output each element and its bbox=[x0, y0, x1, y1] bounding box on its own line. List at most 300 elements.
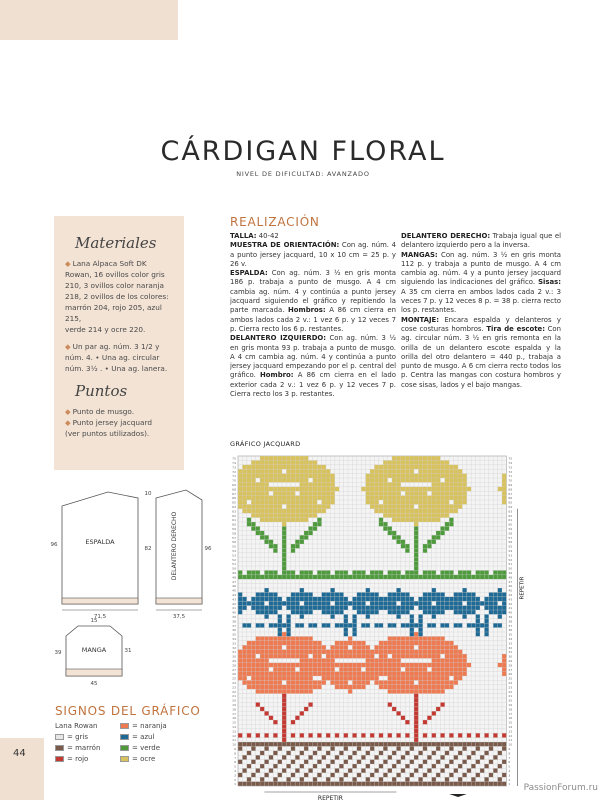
chart-cell bbox=[396, 469, 400, 473]
chart-cell bbox=[401, 456, 405, 460]
chart-cell bbox=[256, 482, 260, 486]
chart-cell bbox=[396, 676, 400, 680]
chart-cell bbox=[326, 487, 330, 491]
chart-cell bbox=[392, 650, 396, 654]
chart-cell bbox=[370, 663, 374, 667]
chart-cell bbox=[440, 680, 444, 684]
chart-cell bbox=[462, 588, 466, 592]
row-number-right: 40 bbox=[508, 610, 513, 615]
chart-cell bbox=[401, 672, 405, 676]
chart-cell bbox=[432, 513, 436, 517]
chart-cell bbox=[388, 526, 392, 530]
chart-cell bbox=[322, 768, 326, 772]
chart-cell bbox=[238, 658, 242, 662]
chart-cell bbox=[326, 672, 330, 676]
chart-cell bbox=[383, 575, 387, 579]
chart-cell bbox=[300, 460, 304, 464]
chart-cell bbox=[418, 614, 422, 618]
chart-cell bbox=[339, 667, 343, 671]
chart-cell bbox=[379, 504, 383, 508]
chart-cell bbox=[414, 698, 418, 702]
chart-cell bbox=[388, 650, 392, 654]
chart-cell bbox=[423, 773, 427, 777]
row-number-left: 25 bbox=[232, 676, 236, 681]
chart-cell bbox=[401, 742, 405, 746]
chart-cell bbox=[414, 641, 418, 645]
chart-cell bbox=[300, 482, 304, 486]
chart-cell bbox=[260, 636, 264, 640]
chart-cell bbox=[405, 676, 409, 680]
chart-cell bbox=[414, 663, 418, 667]
chart-cell bbox=[418, 636, 422, 640]
chart-cell bbox=[489, 575, 493, 579]
chart-cell bbox=[330, 482, 334, 486]
row-number-right: 28 bbox=[508, 663, 513, 668]
chart-cell bbox=[462, 606, 466, 610]
chart-cell bbox=[458, 491, 462, 495]
chart-cell bbox=[326, 478, 330, 482]
chart-cell bbox=[247, 474, 251, 478]
chart-cell bbox=[427, 456, 431, 460]
chart-cell bbox=[405, 548, 409, 552]
chart-cell bbox=[256, 742, 260, 746]
chart-cell bbox=[326, 733, 330, 737]
legend-item-verde: = verde bbox=[120, 744, 160, 752]
chart-cell bbox=[330, 496, 334, 500]
chart-cell bbox=[300, 689, 304, 693]
chart-cell bbox=[344, 623, 348, 627]
chart-cell bbox=[427, 755, 431, 759]
chart-cell bbox=[480, 575, 484, 579]
chart-cell bbox=[286, 487, 290, 491]
instr-espalda: ESPALDA: Con ag. núm. 3 ½ en gris monta 186 p. trabaja a punto de musgo. A 4 cm cambia ag. núm. 4 y continúa a punto jersey jacquard siguiendo el gráfico y repitiendo la parte marcada. Hombros: A 86 cm cierra en ambos lados cada 2 v.: 1 vez 6 p. y 12 veces 7 p. Cierra recto los 6 p. restantes. bbox=[230, 269, 396, 333]
chart-cell bbox=[418, 751, 422, 755]
chart-cell bbox=[273, 641, 277, 645]
chart-cell bbox=[379, 491, 383, 495]
chart-cell bbox=[300, 478, 304, 482]
chart-cell bbox=[392, 672, 396, 676]
chart-cell bbox=[454, 482, 458, 486]
chart-cell bbox=[251, 685, 255, 689]
chart-cell bbox=[388, 680, 392, 684]
chart-cell bbox=[418, 645, 422, 649]
chart-cell bbox=[366, 667, 370, 671]
row-number-right: 19 bbox=[508, 703, 513, 707]
chart-cell bbox=[313, 465, 317, 469]
chart-cell bbox=[440, 685, 444, 689]
chart-cell bbox=[392, 469, 396, 473]
chart-cell bbox=[273, 654, 277, 658]
chart-cell bbox=[357, 606, 361, 610]
jacquard-chart-svg bbox=[230, 452, 570, 800]
chart-cell bbox=[454, 496, 458, 500]
chart-cell bbox=[414, 535, 418, 539]
chart-cell bbox=[410, 623, 414, 627]
chart-cell bbox=[282, 456, 286, 460]
swatch-ocre bbox=[120, 756, 129, 762]
chart-cell bbox=[418, 504, 422, 508]
materials-box bbox=[54, 216, 184, 470]
chart-cell bbox=[251, 465, 255, 469]
row-number-right: 75 bbox=[508, 456, 513, 461]
chart-cell bbox=[313, 654, 317, 658]
chart-cell bbox=[445, 672, 449, 676]
chart-cell bbox=[388, 601, 392, 605]
chart-cell bbox=[502, 597, 506, 601]
chart-cell bbox=[247, 782, 251, 786]
chart-cell bbox=[436, 707, 440, 711]
chart-cell bbox=[295, 768, 299, 772]
chart-cell bbox=[374, 509, 378, 513]
chart-cell bbox=[454, 663, 458, 667]
chart-cell bbox=[440, 592, 444, 596]
chart-cell bbox=[260, 487, 264, 491]
chart-cell bbox=[264, 518, 268, 522]
chart-cell bbox=[317, 491, 321, 495]
chart-cell bbox=[440, 623, 444, 627]
chart-cell bbox=[352, 570, 356, 574]
chart-cell bbox=[308, 768, 312, 772]
chart-cell bbox=[467, 570, 471, 574]
chart-cell bbox=[449, 465, 453, 469]
chart-cell bbox=[322, 606, 326, 610]
chart-cell bbox=[405, 509, 409, 513]
chart-cell bbox=[330, 592, 334, 596]
chart-cell bbox=[317, 663, 321, 667]
chart-cell bbox=[379, 487, 383, 491]
chart-cell bbox=[370, 491, 374, 495]
chart-cell bbox=[256, 509, 260, 513]
row-number-left: 40 bbox=[232, 610, 236, 615]
chart-cell bbox=[396, 689, 400, 693]
chart-cell bbox=[361, 606, 365, 610]
chart-cell bbox=[317, 645, 321, 649]
chart-cell bbox=[278, 680, 282, 684]
materials-line: núm. 3½ . • Una ag. lanera. bbox=[65, 364, 168, 373]
repetir-side-label: REPETIR bbox=[519, 576, 526, 600]
chart-cell bbox=[370, 570, 374, 574]
row-number-left: 32 bbox=[232, 645, 236, 650]
chart-cell bbox=[286, 689, 290, 693]
chart-cell bbox=[405, 592, 409, 596]
chart-cell bbox=[410, 742, 414, 746]
chart-cell bbox=[304, 606, 308, 610]
chart-cell bbox=[401, 597, 405, 601]
chart-cell bbox=[458, 663, 462, 667]
chart-cell bbox=[352, 777, 356, 781]
chart-cell bbox=[374, 606, 378, 610]
chart-cell bbox=[264, 509, 268, 513]
chart-cell bbox=[388, 496, 392, 500]
chart-cell bbox=[366, 663, 370, 667]
chart-cell bbox=[379, 469, 383, 473]
chart-cell bbox=[308, 482, 312, 486]
chart-cell bbox=[498, 751, 502, 755]
row-number-left: 26 bbox=[232, 672, 236, 677]
chart-cell bbox=[414, 742, 418, 746]
chart-cell bbox=[388, 513, 392, 517]
chart-cell bbox=[484, 782, 488, 786]
row-number-left: 51 bbox=[232, 562, 236, 567]
chart-cell bbox=[286, 456, 290, 460]
chart-cell bbox=[278, 742, 282, 746]
chart-cell bbox=[449, 601, 453, 605]
chart-cell bbox=[484, 619, 488, 623]
chart-cell bbox=[251, 746, 255, 750]
chart-cell bbox=[405, 672, 409, 676]
chart-cell bbox=[388, 606, 392, 610]
row-number-right: 32 bbox=[508, 645, 513, 650]
chart-cell bbox=[295, 478, 299, 482]
chart-cell bbox=[449, 504, 453, 508]
chart-cell bbox=[282, 711, 286, 715]
chart-cell bbox=[242, 663, 246, 667]
chart-cell bbox=[348, 650, 352, 654]
chart-cell bbox=[326, 782, 330, 786]
chart-cell bbox=[352, 733, 356, 737]
chart-cell bbox=[238, 773, 242, 777]
chart-cell bbox=[291, 601, 295, 605]
chart-cell bbox=[414, 654, 418, 658]
chart-cell bbox=[291, 645, 295, 649]
chart-cell bbox=[273, 469, 277, 473]
chart-cell bbox=[317, 773, 321, 777]
chart-cell bbox=[273, 575, 277, 579]
row-number-right: 35 bbox=[508, 632, 513, 637]
chart-cell bbox=[414, 650, 418, 654]
chart-cell bbox=[269, 641, 273, 645]
row-number-right: 71 bbox=[508, 474, 513, 479]
chart-cell bbox=[423, 645, 427, 649]
chart-cell bbox=[432, 456, 436, 460]
chart-cell bbox=[383, 746, 387, 750]
chart-cell bbox=[313, 667, 317, 671]
chart-cell bbox=[388, 610, 392, 614]
chart-cell bbox=[286, 575, 290, 579]
chart-cell bbox=[295, 513, 299, 517]
chart-cell bbox=[260, 456, 264, 460]
chart-cell bbox=[432, 606, 436, 610]
chart-cell bbox=[308, 733, 312, 737]
chart-cell bbox=[295, 575, 299, 579]
chart-cell bbox=[414, 531, 418, 535]
chart-cell bbox=[273, 720, 277, 724]
chart-cell bbox=[445, 460, 449, 464]
chart-cell bbox=[405, 575, 409, 579]
chart-cell bbox=[489, 742, 493, 746]
chart-cell bbox=[304, 500, 308, 504]
chart-cell bbox=[260, 491, 264, 495]
row-number-left: 43 bbox=[232, 597, 236, 602]
chart-cell bbox=[273, 676, 277, 680]
chart-cell bbox=[322, 658, 326, 662]
chart-cell bbox=[418, 619, 422, 623]
chart-cell bbox=[498, 610, 502, 614]
chart-cell bbox=[436, 482, 440, 486]
chart-cell bbox=[423, 782, 427, 786]
chart-cell bbox=[462, 496, 466, 500]
chart-cell bbox=[480, 623, 484, 627]
chart-cell bbox=[471, 782, 475, 786]
chart-cell bbox=[467, 606, 471, 610]
row-number-right: 33 bbox=[508, 641, 513, 646]
chart-cell bbox=[269, 606, 273, 610]
chart-cell bbox=[260, 500, 264, 504]
chart-cell bbox=[418, 513, 422, 517]
chart-cell bbox=[396, 667, 400, 671]
chart-cell bbox=[366, 645, 370, 649]
chart-cell bbox=[410, 518, 414, 522]
chart-cell bbox=[436, 478, 440, 482]
chart-cell bbox=[462, 474, 466, 478]
chart-cell bbox=[352, 782, 356, 786]
chart-cell bbox=[361, 742, 365, 746]
chart-cell bbox=[480, 570, 484, 574]
chart-cell bbox=[449, 773, 453, 777]
chart-cell bbox=[440, 482, 444, 486]
legend-item-rojo: = rojo bbox=[55, 755, 88, 763]
chart-cell bbox=[322, 672, 326, 676]
row-number-right: 42 bbox=[508, 601, 513, 606]
chart-cell bbox=[392, 496, 396, 500]
chart-cell bbox=[260, 764, 264, 768]
chart-cell bbox=[269, 500, 273, 504]
chart-cell bbox=[454, 667, 458, 671]
chart-cell bbox=[300, 645, 304, 649]
chart-cell bbox=[489, 773, 493, 777]
chart-cell bbox=[502, 782, 506, 786]
chart-cell bbox=[423, 544, 427, 548]
chart-cell bbox=[366, 606, 370, 610]
chart-cell bbox=[330, 610, 334, 614]
chart-cell bbox=[458, 597, 462, 601]
chart-cell bbox=[440, 667, 444, 671]
chart-cell bbox=[383, 496, 387, 500]
chart-cell bbox=[427, 782, 431, 786]
chart-cell bbox=[344, 672, 348, 676]
chart-cell bbox=[454, 742, 458, 746]
chart-cell bbox=[427, 685, 431, 689]
chart-cell bbox=[242, 658, 246, 662]
swatch-gris bbox=[55, 734, 64, 740]
chart-cell bbox=[278, 500, 282, 504]
chart-cell bbox=[251, 645, 255, 649]
chart-cell bbox=[379, 764, 383, 768]
row-number-left: 54 bbox=[232, 549, 236, 553]
chart-cell bbox=[436, 601, 440, 605]
chart-cell bbox=[445, 742, 449, 746]
chart-cell bbox=[502, 491, 506, 495]
espalda-border bbox=[62, 598, 138, 604]
chart-cell bbox=[247, 518, 251, 522]
chart-cell bbox=[260, 597, 264, 601]
chart-cell bbox=[317, 601, 321, 605]
chart-cell bbox=[260, 645, 264, 649]
chart-cell bbox=[269, 487, 273, 491]
chart-cell bbox=[471, 742, 475, 746]
chart-cell bbox=[484, 601, 488, 605]
chart-cell bbox=[484, 751, 488, 755]
chart-cell bbox=[295, 755, 299, 759]
chart-cell bbox=[335, 601, 339, 605]
row-number-left: 10 bbox=[232, 742, 236, 747]
chart-cell bbox=[436, 606, 440, 610]
chart-cell bbox=[379, 575, 383, 579]
chart-cell bbox=[282, 526, 286, 530]
chart-cell bbox=[256, 601, 260, 605]
chart-cell bbox=[238, 667, 242, 671]
chart-cell bbox=[396, 606, 400, 610]
chart-cell bbox=[238, 733, 242, 737]
chart-cell bbox=[427, 474, 431, 478]
chart-cell bbox=[300, 588, 304, 592]
chart-cell bbox=[392, 570, 396, 574]
chart-cell bbox=[427, 654, 431, 658]
chart-cell bbox=[344, 645, 348, 649]
chart-cell bbox=[467, 597, 471, 601]
chart-cell bbox=[269, 689, 273, 693]
chart-cell bbox=[247, 465, 251, 469]
chart-cell bbox=[348, 636, 352, 640]
chart-cell bbox=[462, 760, 466, 764]
chart-cell bbox=[392, 597, 396, 601]
chart-cell bbox=[313, 672, 317, 676]
chart-cell bbox=[374, 650, 378, 654]
chart-cell bbox=[462, 575, 466, 579]
chart-cell bbox=[405, 742, 409, 746]
chart-cell bbox=[238, 606, 242, 610]
chart-cell bbox=[388, 645, 392, 649]
chart-cell bbox=[366, 487, 370, 491]
chart-cell bbox=[476, 597, 480, 601]
chart-cell bbox=[282, 663, 286, 667]
chart-cell bbox=[383, 672, 387, 676]
chart-cell bbox=[282, 566, 286, 570]
chart-cell bbox=[264, 746, 268, 750]
chart-cell bbox=[374, 680, 378, 684]
chart-cell bbox=[344, 667, 348, 671]
chart-cell bbox=[295, 676, 299, 680]
chart-cell bbox=[269, 742, 273, 746]
chart-cell bbox=[484, 764, 488, 768]
row-number-left: 69 bbox=[232, 483, 236, 487]
chart-cell bbox=[242, 782, 246, 786]
chart-cell bbox=[493, 570, 497, 574]
chart-cell bbox=[273, 663, 277, 667]
chart-cell bbox=[238, 597, 242, 601]
chart-cell bbox=[458, 570, 462, 574]
row-number-left: 45 bbox=[232, 588, 236, 593]
chart-cell bbox=[405, 606, 409, 610]
chart-cell bbox=[352, 641, 356, 645]
chart-cell bbox=[436, 610, 440, 614]
chart-cell bbox=[436, 456, 440, 460]
chart-cell bbox=[414, 755, 418, 759]
chart-cell bbox=[256, 474, 260, 478]
chart-cell bbox=[480, 755, 484, 759]
chart-cell bbox=[414, 636, 418, 640]
chart-cell bbox=[286, 667, 290, 671]
chart-cell bbox=[445, 658, 449, 662]
chart-cell bbox=[427, 606, 431, 610]
chart-cell bbox=[467, 601, 471, 605]
chart-cell bbox=[282, 676, 286, 680]
chart-cell bbox=[427, 570, 431, 574]
chart-cell bbox=[300, 570, 304, 574]
chart-cell bbox=[335, 672, 339, 676]
chart-cell bbox=[467, 623, 471, 627]
chart-cell bbox=[396, 645, 400, 649]
